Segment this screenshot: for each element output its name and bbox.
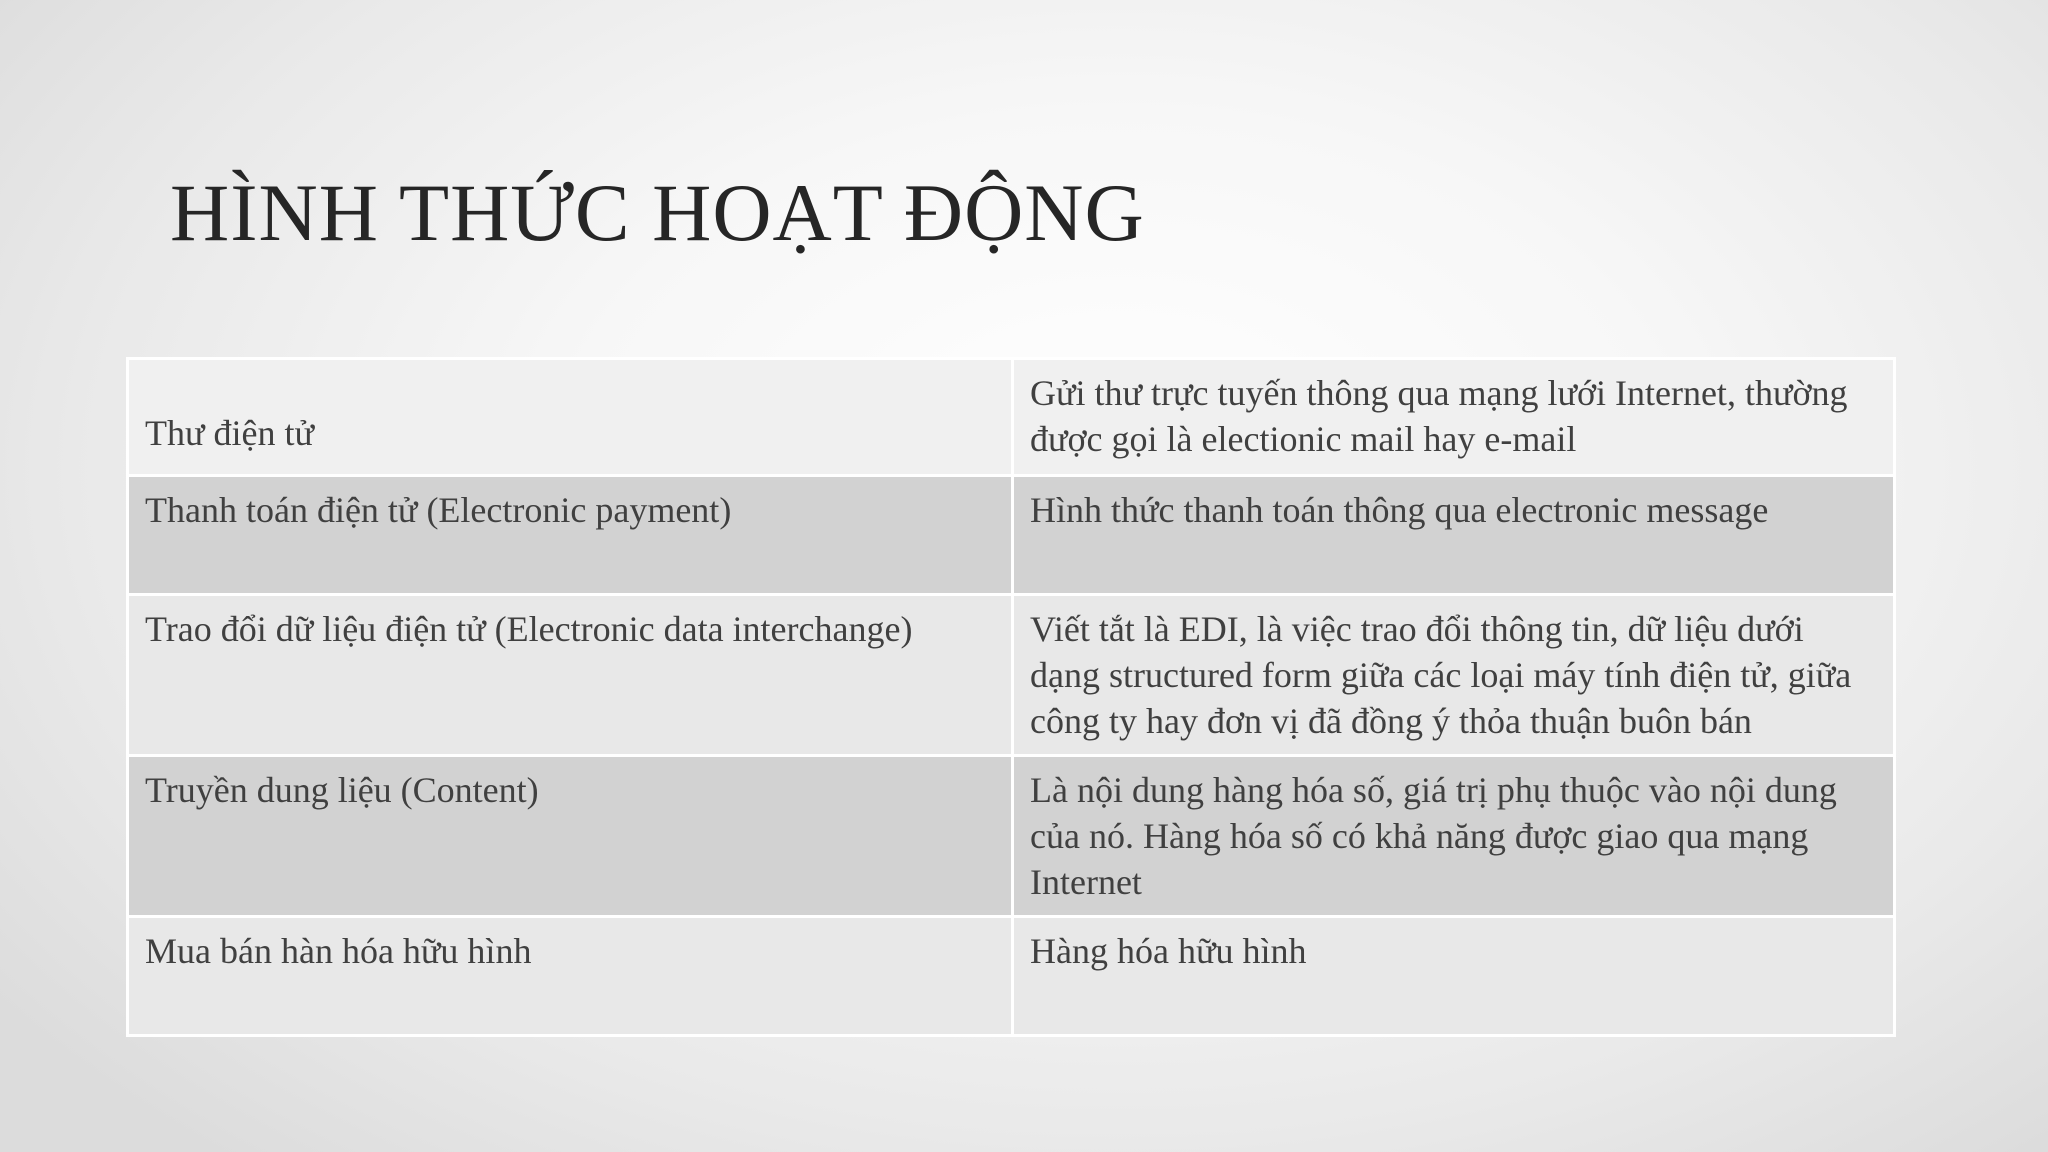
table-cell-description: Viết tắt là EDI, là việc trao đổi thông tin, dữ liệu dưới dạng structured form giữa các loại máy tính điện tử, giữa công ty hay đơn vị đã đồng ý thỏa thuận buôn bán [1013,595,1895,756]
table-row [128,476,1895,595]
table-cell-name: Mua bán hàn hóa hữu hình [128,917,1013,1036]
table-cell-description: Hình thức thanh toán thông qua electronic message [1013,476,1895,595]
table-cell-name: Thư điện tử [128,359,1013,476]
table-row [128,595,1895,756]
table-row [128,359,1895,476]
table-cell-description: Hàng hóa hữu hình [1013,917,1895,1036]
table-row [128,917,1895,1036]
table-cell-name: Thanh toán điện tử (Electronic payment) [128,476,1013,595]
activity-forms-table [126,357,1896,1037]
table-cell-name: Trao đổi dữ liệu điện tử (Electronic data interchange) [128,595,1013,756]
table-cell-description: Gửi thư trực tuyến thông qua mạng lưới Internet, thường được gọi là electionic mail hay e-mail [1013,359,1895,476]
table-cell-description: Là nội dung hàng hóa số, giá trị phụ thuộc vào nội dung của nó. Hàng hóa số có khả năng được giao qua mạng Internet [1013,756,1895,917]
table-row [128,756,1895,917]
table [126,357,1896,1037]
slide-title: HÌNH THỨC HOẠT ĐỘNG [170,167,1145,258]
table-cell-name: Truyền dung liệu (Content) [128,756,1013,917]
